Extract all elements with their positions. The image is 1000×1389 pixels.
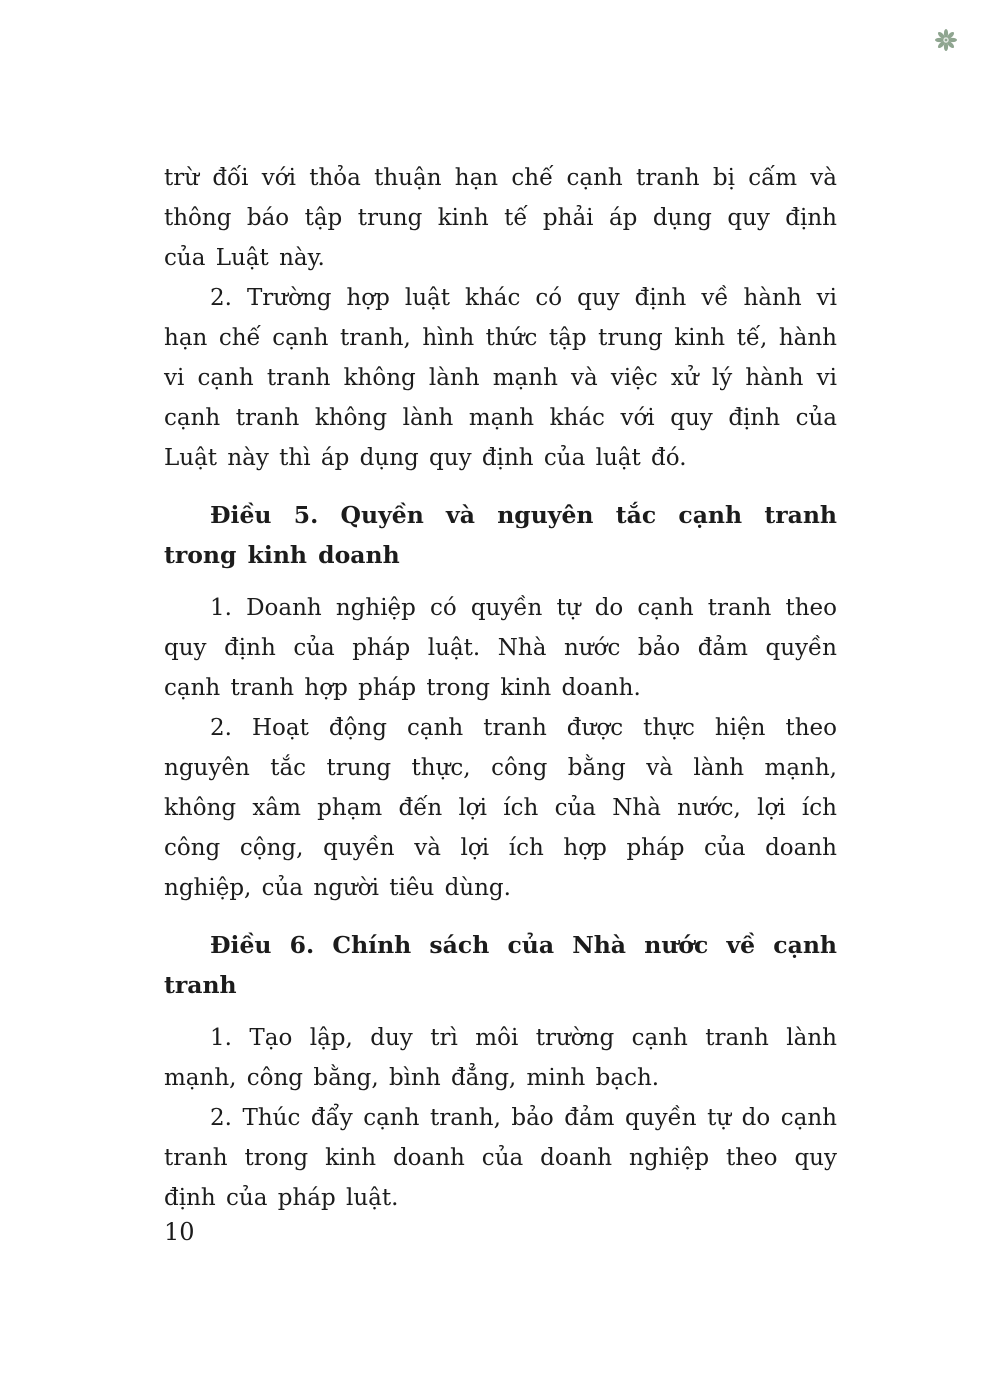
body-paragraph: 2. Hoạt động cạnh tranh được thực hiện theo nguyên tắc trung thực, công bằng và lành mạnh, không xâm phạm đến lợi ích của Nhà nước, lợi ích công cộng, quyền và lợi ích hợp pháp của doanh nghiệp, của người tiêu dùng. (164, 715, 837, 901)
page-number: 10 (164, 1218, 195, 1246)
article-heading-dieu-5: Điều 5. Quyền và nguyên tắc cạnh tranh trong kinh doanh (164, 501, 837, 569)
article-heading-dieu-6: Điều 6. Chính sách của Nhà nước về cạnh tranh (164, 931, 837, 999)
body-paragraph: 1. Tạo lập, duy trì môi trường cạnh tranh lành mạnh, công bằng, bình đẳng, minh bạch. (164, 1025, 837, 1091)
body-paragraph: 2. Trường hợp luật khác có quy định về hành vi hạn chế cạnh tranh, hình thức tập trung kinh tế, hành vi cạnh tranh không lành mạnh và việc xử lý hành vi cạnh tranh không lành mạnh khác với quy định của Luật này thì áp dụng quy định của luật đó. (164, 285, 837, 471)
body-paragraph: 2. Thúc đẩy cạnh tranh, bảo đảm quyền tự do cạnh tranh trong kinh doanh của doanh nghiệp theo quy định của pháp luật. (164, 1105, 837, 1211)
page-content (164, 158, 837, 1218)
body-paragraph: trừ đối với thỏa thuận hạn chế cạnh tranh bị cấm và thông báo tập trung kinh tế phải áp dụng quy định của Luật này. (164, 165, 837, 271)
body-paragraph: 1. Doanh nghiệp có quyền tự do cạnh tranh theo quy định của pháp luật. Nhà nước bảo đảm quyền cạnh tranh hợp pháp trong kinh doanh. (164, 595, 837, 701)
flower-icon (934, 28, 958, 52)
